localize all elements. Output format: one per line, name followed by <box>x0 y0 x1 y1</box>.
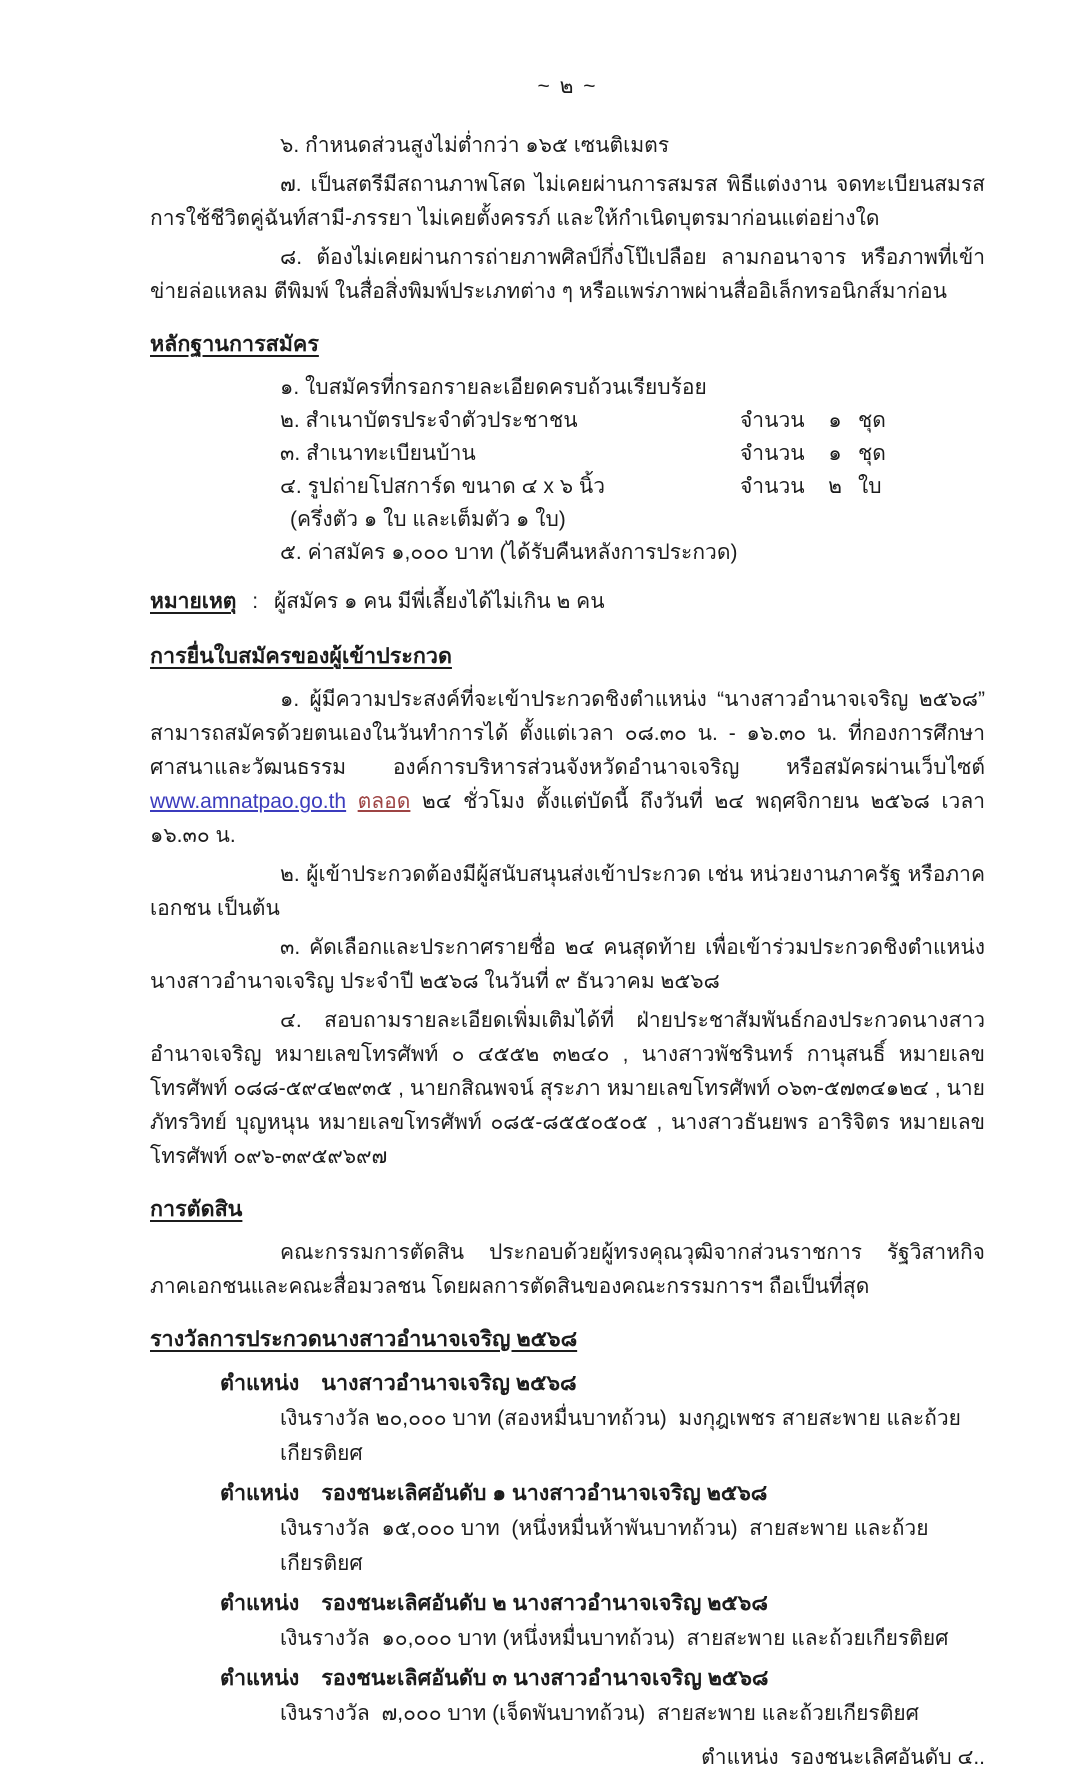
submission-item-1-text-after: ๒๔ ชั่วโมง ตั้งแต่บัดนี้ ถึงวันที่ ๒๔ พฤศจิกายน ๒๕๖๘ เวลา ๑๖.๓๐ น. <box>150 790 985 847</box>
evidence-item-1 <box>280 371 985 404</box>
quantity-label: จำนวน <box>740 475 805 498</box>
quantity-value: ๑ <box>828 409 842 432</box>
qualification-item-7: ๗. เป็นสตรีมีสถานภาพโสด ไม่เคยผ่านการสมรส พิธีแต่งงาน จดทะเบียนสมรส การใช้ชีวิตคู่ฉันท์สามี-ภรรยา ไม่เคยตั้งครรภ์ และให้กำเนิดบุตรมาก่อนแต่อย่างใด <box>150 173 985 230</box>
prize-entry-runner-up-3 <box>150 1661 985 1731</box>
prize-position-label: ตำแหน่ง <box>220 1371 300 1395</box>
judging-body: คณะกรรมการตัดสิน ประกอบด้วยผู้ทรงคุณวุฒิจากส่วนราชการ รัฐวิสาหกิจ ภาคเอกชนและคณะสื่อมวลชน โดยผลการตัดสินของคณะกรรมการฯ ถือเป็นที่สุด <box>150 1241 985 1298</box>
qualification-item-6: ๖. กำหนดส่วนสูงไม่ต่ำกว่า ๑๖๕ เซนติเมตร <box>280 134 670 157</box>
evidence-item-4 <box>280 470 985 503</box>
prize-reward: เงินรางวัล ๒๐,๐๐๐ บาท (สองหมื่นบาทถ้วน) มงกุฎเพชร สายสะพาย และถ้วยเกียรติยศ <box>280 1407 961 1465</box>
evidence-item-subtext: (ครึ่งตัว ๑ ใบ และเต็มตัว ๑ ใบ) <box>290 508 566 531</box>
quantity-unit: ชุด <box>858 442 886 465</box>
submission-item-3: ๓. คัดเลือกและประกาศรายชื่อ ๒๔ คนสุดท้าย เพื่อเข้าร่วมประกวดชิงตำแหน่งนางสาวอำนาจเจริญ ประจำปี ๒๕๖๘ ในวันที่ ๙ ธันวาคม ๒๕๖๘ <box>150 936 985 993</box>
evidence-item-text: ๑. ใบสมัครที่กรอกรายละเอียดครบถ้วนเรียบร้อย <box>280 376 707 399</box>
note-label: หมายเหตุ <box>150 590 237 613</box>
note-row <box>150 585 985 619</box>
prize-title: รองชนะเลิศอันดับ ๒ นางสาวอำนาจเจริญ ๒๕๖๘ <box>321 1591 768 1615</box>
prizes-section-heading: รางวัลการประกวดนางสาวอำนาจเจริญ ๒๕๖๘ <box>150 1327 578 1351</box>
prize-title: รองชนะเลิศอันดับ ๓ นางสาวอำนาจเจริญ ๒๕๖๘ <box>321 1666 769 1690</box>
evidence-item-text: ๒. สำเนาบัตรประจำตัวประชาชน <box>280 409 578 432</box>
prize-title: รองชนะเลิศอันดับ ๑ นางสาวอำนาจเจริญ ๒๕๖๘ <box>321 1481 768 1505</box>
prize-position-line <box>220 1476 985 1511</box>
quantity-label: จำนวน <box>740 442 805 465</box>
prize-entry-runner-up-2 <box>150 1586 985 1656</box>
prize-reward: เงินรางวัล ๗,๐๐๐ บาท (เจ็ดพันบาทถ้วน) สายสะพาย และถ้วยเกียรติยศ <box>280 1702 919 1725</box>
evidence-item-2 <box>280 404 985 437</box>
evidence-item-text: ๓. สำเนาทะเบียนบ้าน <box>280 442 476 465</box>
judging-section-heading: การตัดสิน <box>150 1197 243 1221</box>
prize-reward: เงินรางวัล ๑๐,๐๐๐ บาท (หนึ่งหมื่นบาทถ้วน) สายสะพาย และถ้วยเกียรติยศ <box>280 1627 949 1650</box>
evidence-item-5 <box>280 536 985 569</box>
submission-item-2: ๒. ผู้เข้าประกวดต้องมีผู้สนับสนุนส่งเข้าประกวด เช่น หน่วยงานภาครัฐ หรือภาคเอกชน เป็นต้น <box>150 863 985 920</box>
evidence-item-text: ๔. รูปถ่ายโปสการ์ด ขนาด ๔ x ๖ นิ้ว <box>280 475 606 498</box>
prize-position-label: ตำแหน่ง <box>220 1481 300 1505</box>
quantity-value: ๑ <box>828 442 842 465</box>
page-number: ~ ๒ ~ <box>537 75 598 98</box>
prize-position-line <box>220 1661 985 1696</box>
prize-title: นางสาวอำนาจเจริญ ๒๕๖๘ <box>321 1371 577 1395</box>
submission-item-1-text: ๑. ผู้มีความประสงค์ที่จะเข้าประกวดชิงตำแหน่ง “นางสาวอำนาจเจริญ ๒๕๖๘” สามารถสมัครด้วยตนเองในวันทำการได้ ตั้งแต่เวลา ๐๘.๓๐ น. - ๑๖.๓๐ น. ที่กองการศึกษา ศาสนาและวัฒนธรรม องค์การบริหารส่วนจังหวัดอำนาจเจริญ หรือสมัครผ่านเว็บไซต์ <box>150 688 985 779</box>
website-link-suffix[interactable]: ตลอด <box>357 790 411 813</box>
evidence-section-heading: หลักฐานการสมัคร <box>150 332 319 356</box>
evidence-item-text: ๕. ค่าสมัคร ๑,๐๐๐ บาท (ได้รับคืนหลังการประกวด) <box>280 541 738 564</box>
note-text: ผู้สมัคร ๑ คน มีพี่เลี้ยงได้ไม่เกิน ๒ คน <box>273 590 605 613</box>
prize-position-label: ตำแหน่ง <box>220 1591 300 1615</box>
qualification-item-8: ๘. ต้องไม่เคยผ่านการถ่ายภาพศิลป์กึ่งโป๊เปลือย ลามกอนาจาร หรือภาพที่เข้าข่ายล่อแหลม ตีพิมพ์ ในสื่อสิ่งพิมพ์ประเภทต่าง ๆ หรือแพร่ภาพผ่านสื่ออิเล็กทรอนิกส์มาก่อน <box>150 246 985 303</box>
submission-section-heading: การยื่นใบสมัครของผู้เข้าประกวด <box>150 644 452 668</box>
evidence-list <box>280 371 985 569</box>
website-link[interactable]: www.amnatpao.go.th <box>150 790 347 813</box>
prize-position-line <box>220 1586 985 1621</box>
quantity-label: จำนวน <box>740 409 805 432</box>
continuation-text: ตำแหน่ง รองชนะเลิศอันดับ ๔.. <box>701 1746 985 1769</box>
evidence-item-3 <box>280 437 985 470</box>
note-separator: : <box>252 590 259 613</box>
prize-position-label: ตำแหน่ง <box>220 1666 300 1690</box>
evidence-item-4-note <box>280 503 985 536</box>
submission-item-4: ๔. สอบถามรายละเอียดเพิ่มเติมได้ที่ ฝ่ายประชาสัมพันธ์กองประกวดนางสาวอำนาจเจริญ หมายเลขโทรศัพท์ ๐ ๔๕๕๒ ๓๒๔๐ , นางสาวพัชรินทร์ กานุสนธิ์ หมายเลขโทรศัพท์ ๐๘๘-๕๙๔๒๙๓๕ , นายกสิณพจน์ สุระภา หมายเลขโทรศัพท์ ๐๖๓-๕๗๓๔๑๒๔ , นายภัทรวิทย์ บุญหนุน หมายเลขโทรศัพท์ ๐๘๕-๘๕๕๐๕๐๕ , นางสาวธันยพร อาริจิตร หมายเลขโทรศัพท์ ๐๙๖-๓๙๕๙๖๙๗ <box>150 1009 985 1168</box>
prize-position-line <box>220 1366 985 1401</box>
prize-entry-runner-up-1 <box>150 1476 985 1581</box>
prize-reward: เงินรางวัล ๑๕,๐๐๐ บาท (หนึ่งหมื่นห้าพันบาทถ้วน) สายสะพาย และถ้วยเกียรติยศ <box>280 1517 929 1575</box>
quantity-value: ๒ <box>828 475 842 498</box>
quantity-unit: ชุด <box>858 409 886 432</box>
submission-item-1 <box>150 683 985 853</box>
prize-entry-winner <box>150 1366 985 1471</box>
quantity-unit: ใบ <box>858 475 882 498</box>
